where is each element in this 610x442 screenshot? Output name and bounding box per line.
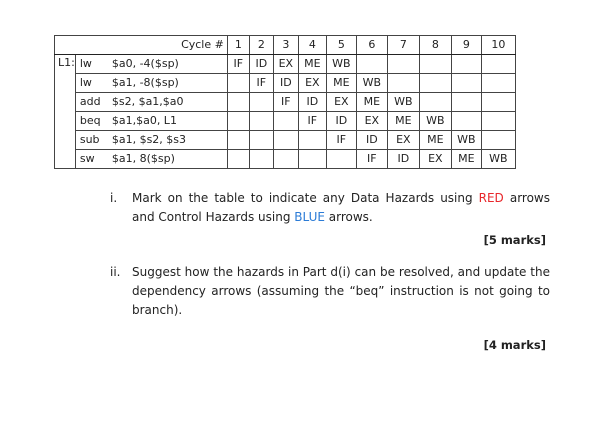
empty-cell <box>227 93 249 112</box>
instruction-opcode: lw <box>79 57 92 70</box>
empty-cell <box>419 74 451 93</box>
cycle-number: 1 <box>227 36 249 55</box>
instruction-row <box>55 131 516 150</box>
stage-cell: WB <box>481 150 515 169</box>
empty-cell <box>481 74 515 93</box>
stage-cell: WB <box>451 131 481 150</box>
question-i-text-part3: arrows. <box>324 210 373 224</box>
empty-cell <box>273 112 298 131</box>
stage-cell: WB <box>326 55 356 74</box>
empty-cell <box>249 150 273 169</box>
stage-cell: EX <box>419 150 451 169</box>
instruction-cell <box>75 131 227 150</box>
stage-cell: ME <box>326 74 356 93</box>
marks-i: [5 marks] <box>483 233 546 247</box>
stage-cell: ID <box>356 131 387 150</box>
stage-cell: ID <box>298 93 326 112</box>
stage-cell: IF <box>356 150 387 169</box>
instruction-opcode: sub <box>79 133 100 146</box>
cycle-number: 5 <box>326 36 356 55</box>
instruction-opcode: lw <box>79 76 92 89</box>
empty-cell <box>227 131 249 150</box>
loop-label: L1: <box>55 55 76 169</box>
empty-cell <box>249 112 273 131</box>
stage-cell: EX <box>387 131 419 150</box>
cycle-number: 8 <box>419 36 451 55</box>
empty-cell <box>227 150 249 169</box>
cycle-number: 6 <box>356 36 387 55</box>
empty-cell <box>451 112 481 131</box>
cycle-number: 4 <box>298 36 326 55</box>
instruction-cell <box>75 93 227 112</box>
blue-word: BLUE <box>294 210 325 224</box>
instruction-cell <box>75 112 227 131</box>
pipeline-table <box>54 35 516 169</box>
question-i-text-part1: Mark on the table to indicate any Data Hazards using <box>132 191 479 205</box>
stage-cell: WB <box>419 112 451 131</box>
empty-cell <box>356 55 387 74</box>
question-ii-text: Suggest how the hazards in Part d(i) can be resolved, and update the dependency arrows (assuming the “beq” instruction is not going to branch). <box>132 265 550 317</box>
empty-cell <box>419 55 451 74</box>
instruction-operands: $s2, $a1,$a0 <box>111 95 184 108</box>
empty-cell <box>298 150 326 169</box>
empty-cell <box>481 112 515 131</box>
instruction-operands: $a1,$a0, L1 <box>111 114 177 127</box>
instruction-operands: $a0, -4($sp) <box>111 57 179 70</box>
stage-cell: ID <box>387 150 419 169</box>
empty-cell <box>451 93 481 112</box>
stage-cell: ME <box>298 55 326 74</box>
empty-cell <box>227 112 249 131</box>
cycle-number: 2 <box>249 36 273 55</box>
red-word: RED <box>478 191 504 205</box>
stage-cell: IF <box>298 112 326 131</box>
stage-cell: ID <box>249 55 273 74</box>
empty-cell <box>326 150 356 169</box>
marks-ii: [4 marks] <box>483 338 546 352</box>
stage-cell: ME <box>387 112 419 131</box>
empty-cell <box>249 93 273 112</box>
stage-cell: ID <box>326 112 356 131</box>
cycle-number: 7 <box>387 36 419 55</box>
stage-cell: ME <box>419 131 451 150</box>
stage-cell: ME <box>451 150 481 169</box>
instruction-row <box>55 55 516 74</box>
empty-cell <box>481 93 515 112</box>
stage-cell: EX <box>326 93 356 112</box>
cycle-number: 10 <box>481 36 515 55</box>
instruction-operands: $a1, 8($sp) <box>111 152 175 165</box>
cycle-number: 3 <box>273 36 298 55</box>
empty-cell <box>419 93 451 112</box>
empty-cell <box>273 150 298 169</box>
question-i-text <box>132 189 550 227</box>
stage-cell: WB <box>356 74 387 93</box>
instruction-opcode: sw <box>79 152 95 165</box>
instruction-cell <box>75 150 227 169</box>
instruction-row <box>55 74 516 93</box>
stage-cell: EX <box>356 112 387 131</box>
empty-cell <box>249 131 273 150</box>
stage-cell: ID <box>273 74 298 93</box>
instruction-opcode: add <box>79 95 101 108</box>
stage-cell: IF <box>273 93 298 112</box>
stage-cell: WB <box>387 93 419 112</box>
empty-cell <box>387 55 419 74</box>
empty-cell <box>451 74 481 93</box>
stage-cell: IF <box>227 55 249 74</box>
stage-cell: IF <box>326 131 356 150</box>
question-i-text-part2: arrows and Control Hazards using <box>132 191 550 224</box>
question-ii-number: ii. <box>110 265 121 279</box>
instruction-cell <box>75 74 227 93</box>
cycle-number: 9 <box>451 36 481 55</box>
instruction-opcode: beq <box>79 114 101 127</box>
question-i-number: i. <box>110 191 118 205</box>
instruction-row <box>55 112 516 131</box>
instruction-operands: $a1, -8($sp) <box>111 76 179 89</box>
instruction-operands: $a1, $s2, $s3 <box>111 133 187 146</box>
stage-cell: EX <box>273 55 298 74</box>
stage-cell: EX <box>298 74 326 93</box>
instruction-cell <box>75 55 227 74</box>
instruction-row <box>55 93 516 112</box>
stage-cell: ME <box>356 93 387 112</box>
empty-cell <box>481 131 515 150</box>
empty-cell <box>387 74 419 93</box>
empty-cell <box>451 55 481 74</box>
stage-cell: IF <box>249 74 273 93</box>
empty-cell <box>273 131 298 150</box>
table-header-row <box>55 36 516 55</box>
cycle-header-label: Cycle # <box>55 36 228 55</box>
empty-cell <box>298 131 326 150</box>
instruction-row <box>55 150 516 169</box>
empty-cell <box>227 74 249 93</box>
empty-cell <box>481 55 515 74</box>
